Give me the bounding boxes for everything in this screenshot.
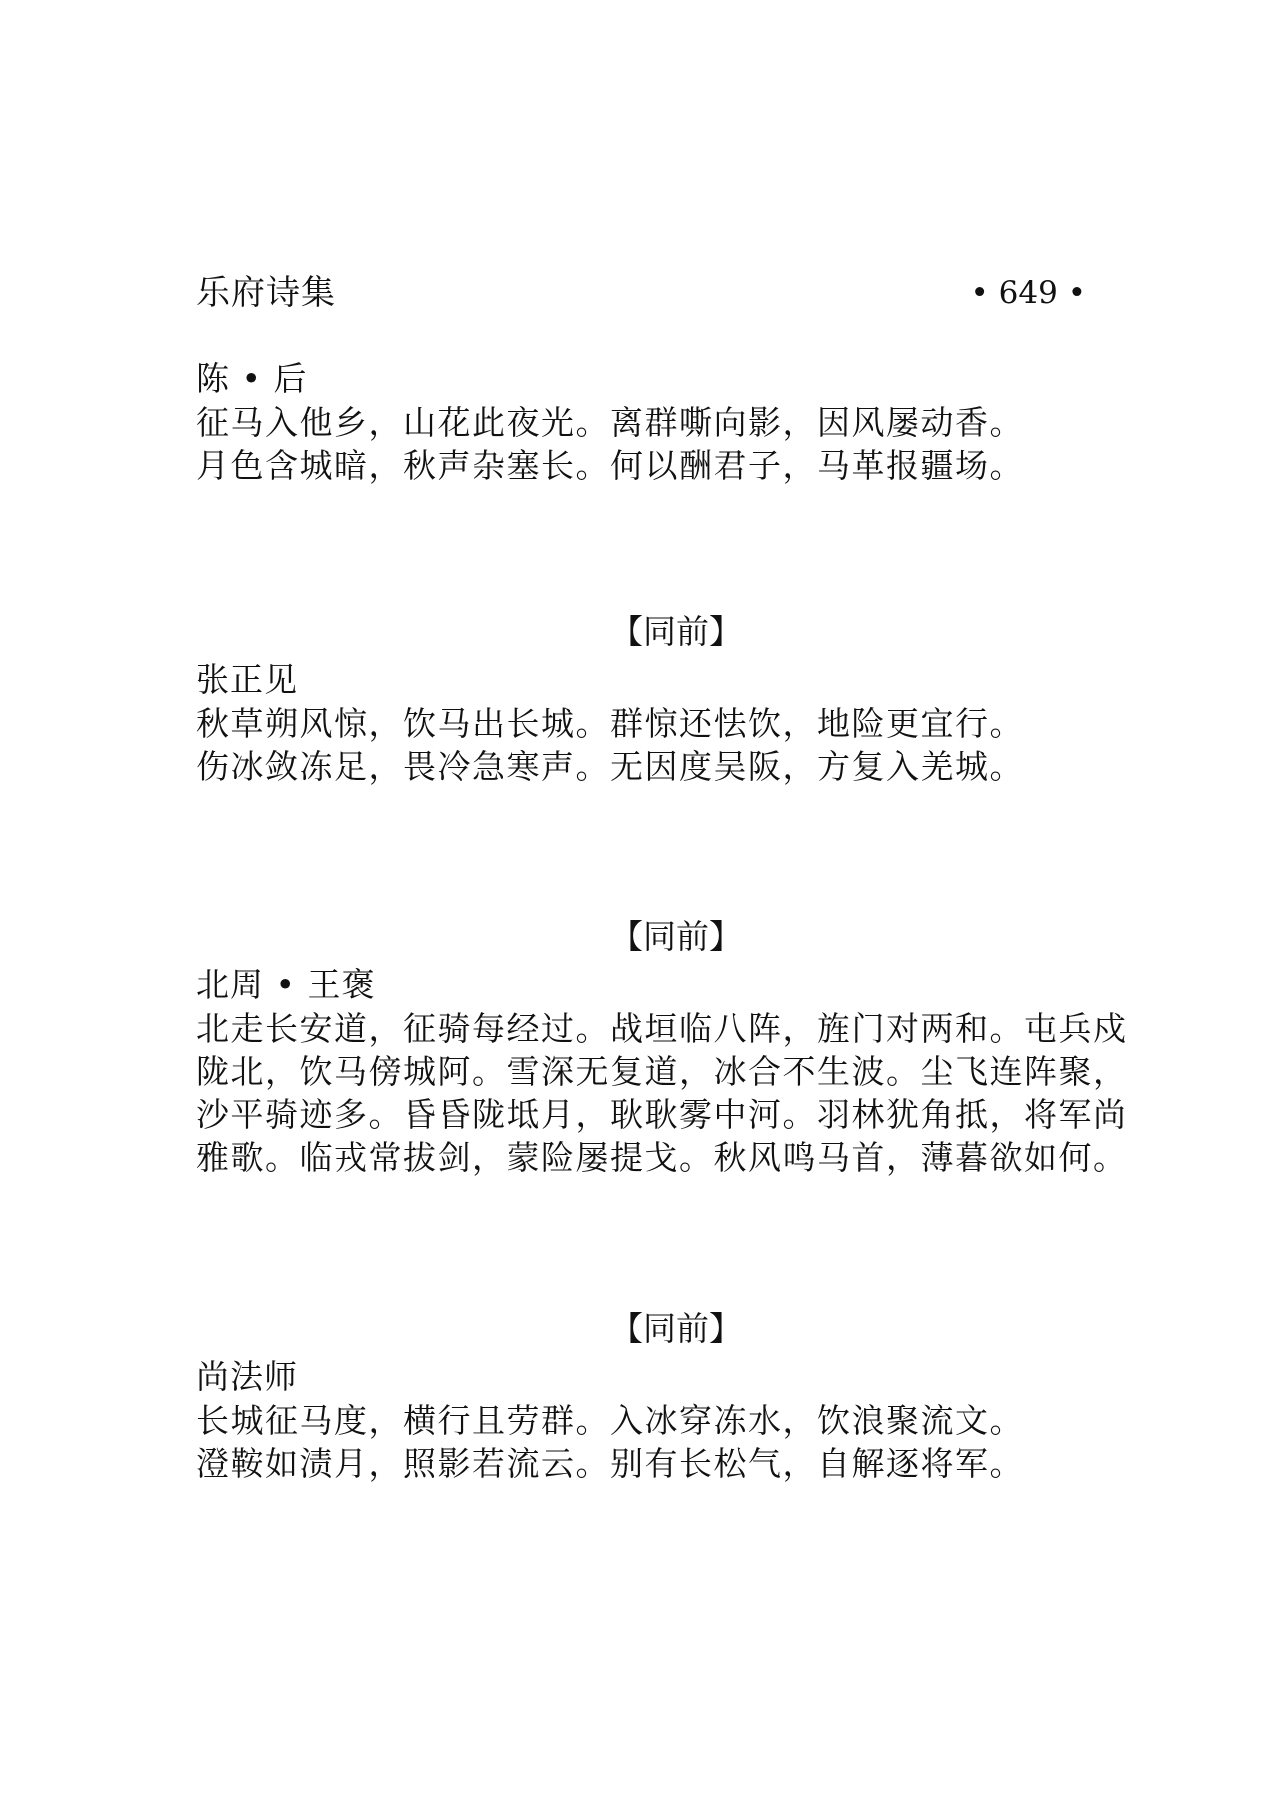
poem-line: 秋草朔风惊，饮马出长城。群惊还怯饮，地险更宜行。	[196, 704, 1024, 743]
poem-author: 陈 • 后	[196, 359, 308, 398]
poem-line: 陇北，饮马傍城阿。雪深无复道，冰合不生波。尘飞连阵聚，	[196, 1052, 1128, 1091]
poem-section	[196, 1307, 1096, 1485]
poem-line: 澄鞍如渍月，照影若流云。别有长松气，自解逐将军。	[196, 1444, 1024, 1483]
poem-section	[196, 610, 1096, 788]
poem-line: 伤冰敛冻足，畏冷急寒声。无因度吴阪，方复入羌城。	[196, 747, 1024, 786]
page-header	[196, 268, 1086, 318]
poem-heading: 【同前】	[610, 612, 742, 651]
poem-author: 尚法师	[196, 1357, 298, 1396]
poem-section	[196, 915, 1128, 1179]
poem-author: 张正见	[196, 660, 298, 699]
poem-line: 雅歌。临戎常拔剑，蒙险屡提戈。秋风鸣马首，薄暮欲如何。	[196, 1138, 1128, 1177]
poem-line: 长城征马度，横行且劳群。入冰穿冻水，饮浪聚流文。	[196, 1401, 1024, 1440]
book-title: 乐府诗集	[196, 273, 336, 313]
poem-heading: 【同前】	[610, 1309, 742, 1348]
poem-line: 沙平骑迹多。昏昏陇坻月，耿耿雾中河。羽林犹角抵，将军尚	[196, 1095, 1128, 1134]
poem-line: 北走长安道，征骑每经过。战垣临八阵，旌门对两和。屯兵戍	[196, 1009, 1128, 1048]
poem-section	[196, 357, 1096, 487]
poem-author: 北周 • 王褒	[196, 965, 376, 1004]
poem-line: 月色含城暗，秋声杂塞长。何以酬君子，马革报疆场。	[196, 446, 1024, 485]
page-number: • 649 •	[970, 275, 1086, 311]
poem-line: 征马入他乡，山花此夜光。离群嘶向影，因风屡动香。	[196, 403, 1024, 442]
poem-heading: 【同前】	[610, 917, 742, 956]
